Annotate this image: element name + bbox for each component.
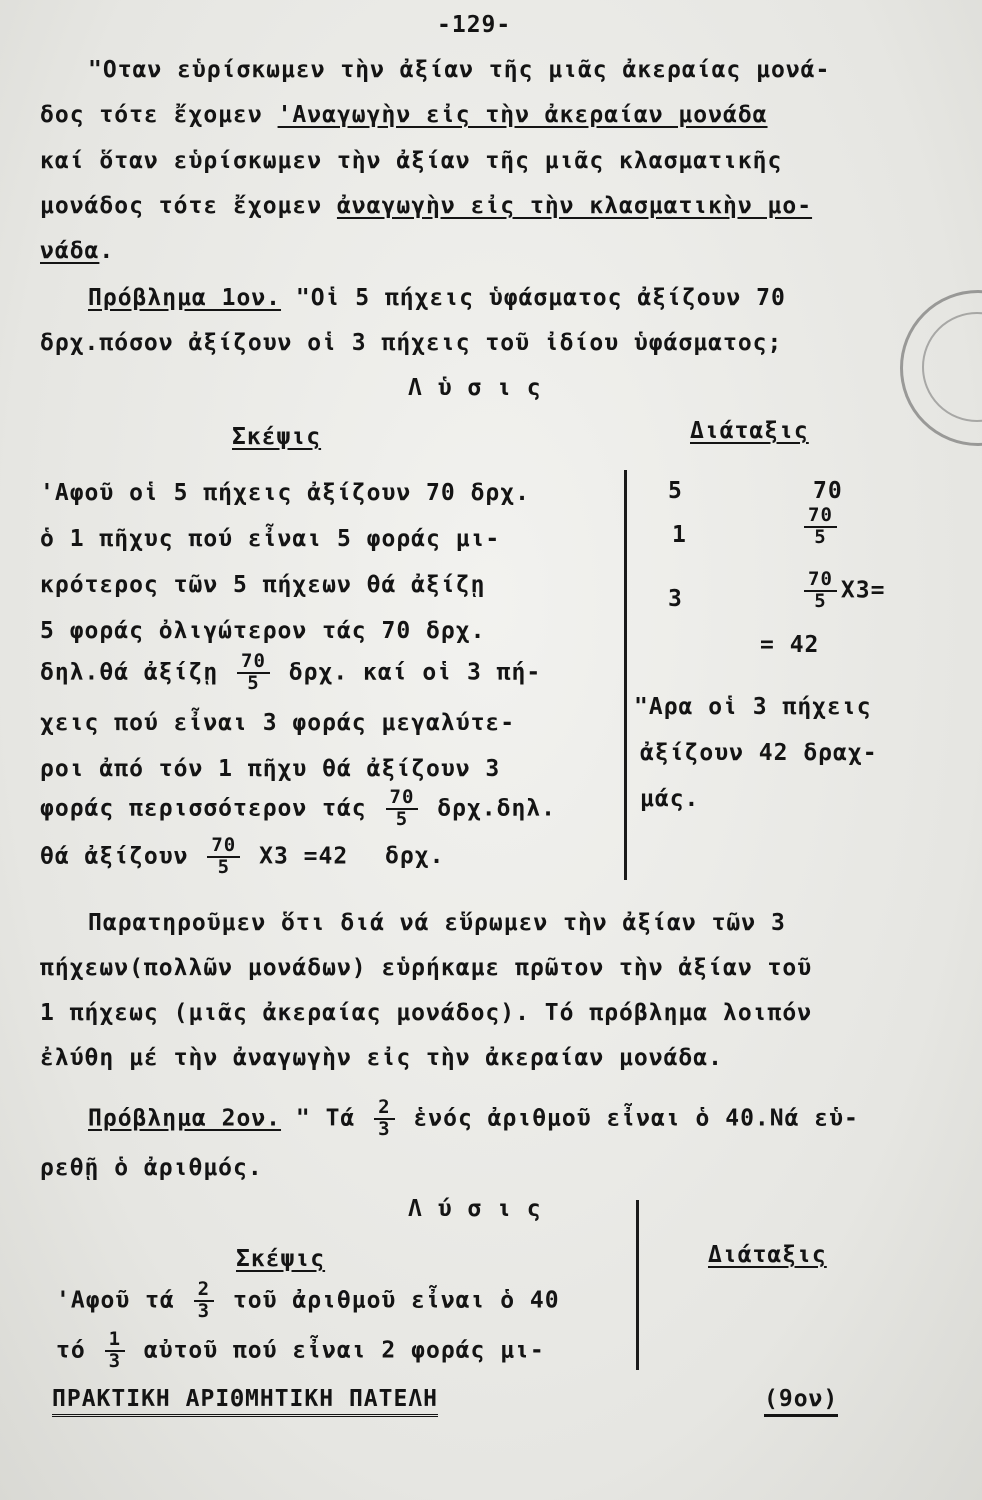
problem2-statement-line-1 xyxy=(88,1098,859,1140)
problem2-heading: Πρόβλημα 2ον. xyxy=(88,1105,282,1132)
fraction-numerator: 70 xyxy=(804,570,837,592)
layout-row1-right: 70 xyxy=(813,478,843,504)
problem2-statement-b: ἑνός ἀριθμοῦ εἶναι ὁ 40.Νά εὑ- xyxy=(413,1105,859,1132)
p2-r1-a: 'Αφοῦ τά xyxy=(56,1287,175,1314)
footer-book-title: ΠΡΑΚΤΙΚΗ ΑΡΙΘΜΗΤΙΚΗ ΠΑΤΕΛΗ xyxy=(52,1386,438,1417)
problem2-thinking-label: Σκέψις xyxy=(236,1246,326,1272)
fraction-denominator: 5 xyxy=(217,855,231,878)
fraction-70-over-5 xyxy=(386,788,419,830)
observation-line-2: πήχεων(πολλῶν μονάδων) εὑρήκαμε πρῶτον τὴν ἀξίαν τοῦ xyxy=(40,955,813,981)
fraction-2-over-3 xyxy=(194,1280,214,1322)
problem2-layout-label: Διάταξις xyxy=(708,1242,827,1268)
layout-result: = 42 xyxy=(760,632,820,658)
problem2-reasoning-line-1 xyxy=(56,1280,560,1322)
intro-line-1: "Οταν εὑρίσκωμεν τὴν ἀξίαν τῆς μιᾶς ἀκεραίας μονά- xyxy=(88,57,831,83)
fraction-numerator: 2 xyxy=(194,1280,214,1302)
problem1-reasoning-line-9 xyxy=(40,836,444,878)
layout-row1-left: 5 xyxy=(668,478,683,504)
p2-r2-b: αὐτοῦ πού εἶναι 2 φοράς μι- xyxy=(143,1337,545,1364)
fraction-denominator: 5 xyxy=(814,589,827,612)
layout-row3-right xyxy=(800,570,885,612)
observation-line-3: 1 πήχεως (μιᾶς ἀκεραίας μονάδος). Τό πρόβλημα λοιπόν xyxy=(40,1000,813,1026)
r9-text-b: Χ3 =42 xyxy=(259,843,349,870)
p2-r2-a: τό xyxy=(56,1337,86,1364)
layout-fraction-70-over-5 xyxy=(804,506,837,548)
observation-line-1: Παρατηροῦμεν ὅτι διά νά εὕρωμεν τὴν ἀξίαν τῶν 3 xyxy=(88,910,786,936)
intro-term-integer-unit: 'Αναγωγὴν εἰς τὴν ἀκεραίαν μονάδα xyxy=(277,102,768,128)
intro-line-2-text: δος τότε ἔχομεν xyxy=(40,102,278,128)
intro-line-5 xyxy=(40,238,114,264)
problem1-heading: Πρόβλημα 1ον. xyxy=(88,285,282,311)
problem1-reasoning-line-6: χεις πού εἶναι 3 φοράς μεγαλύτε- xyxy=(40,710,516,736)
problem2-reasoning-line-2 xyxy=(56,1330,545,1372)
intro-line-4 xyxy=(40,193,812,219)
problem1-layout-label: Διάταξις xyxy=(690,418,809,444)
layout-row2-right xyxy=(800,506,841,548)
problem1-reasoning-line-4: 5 φοράς ὀλιγώτερον τάς 70 δρχ. xyxy=(40,618,486,644)
problem1-solution-label: Λ ὑ σ ι ς xyxy=(408,375,542,401)
problem1-reasoning-line-1: 'Αφοῦ οἱ 5 πήχεις ἀξίζουν 70 δρχ. xyxy=(40,480,530,506)
problem1-thinking-label: Σκέψις xyxy=(232,424,322,450)
layout-row3-left: 3 xyxy=(668,586,683,612)
fraction-denominator: 5 xyxy=(247,671,260,694)
layout-multiply-3: Χ3= xyxy=(840,577,886,604)
fraction-70-over-5 xyxy=(207,836,240,878)
problem2-statement-a: " Τά xyxy=(295,1105,356,1132)
intro-line-5-term: νάδα xyxy=(40,238,100,264)
problem2-solution-label: Λ ύ σ ι ς xyxy=(408,1196,542,1222)
answer-line-2: ἀξίζουν 42 δραχ- xyxy=(640,740,878,766)
fraction-numerator: 70 xyxy=(207,836,240,858)
intro-line-3: καί ὅταν εὑρίσκωμεν τὴν ἀξίαν τῆς μιᾶς κλασματικῆς xyxy=(40,148,783,174)
fraction-denominator: 3 xyxy=(108,1349,122,1372)
problem2-column-divider xyxy=(636,1200,639,1370)
answer-line-3: μάς. xyxy=(640,786,700,812)
fraction-numerator: 1 xyxy=(105,1330,125,1352)
problem1-reasoning-line-8 xyxy=(40,788,556,830)
fraction-70-over-5 xyxy=(237,652,270,694)
footer-sheet-number: (9ον) xyxy=(764,1386,838,1417)
fraction-numerator: 70 xyxy=(804,506,837,528)
problem1-statement-text: "Οἱ 5 πήχεις ὑφάσματος ἀξίζουν 70 xyxy=(281,285,786,311)
problem2-statement-line-2: ρεθῇ ὁ ἀριθμός. xyxy=(40,1155,263,1181)
r8-text-b: δρχ.δηλ. xyxy=(437,795,557,822)
fraction-denominator: 3 xyxy=(197,1299,211,1322)
r5-text-a: δηλ.θά ἀξίζῃ xyxy=(40,659,219,686)
fraction-denominator: 3 xyxy=(378,1117,391,1140)
fraction-denominator: 5 xyxy=(814,525,827,548)
r5-text-b: δρχ. καί οἱ 3 πή- xyxy=(288,659,542,686)
page-number: -129- xyxy=(437,12,512,38)
problem1-statement-line-2: δρχ.πόσον ἀξίζουν οἱ 3 πήχεις τοῦ ἰδίου ὑφάσματος; xyxy=(40,330,783,356)
layout-fraction-70-over-5 xyxy=(804,570,837,612)
problem1-statement-line-1 xyxy=(88,285,786,311)
fraction-numerator: 70 xyxy=(386,788,419,810)
r9-text-c: δρχ. xyxy=(385,843,445,870)
fraction-2-over-3 xyxy=(374,1098,394,1140)
problem1-reasoning-line-3: κρότερος τῶν 5 πήχεων θά ἀξίζῃ xyxy=(40,572,486,598)
problem1-reasoning-line-2: ὁ 1 πῆχυς πού εἶναι 5 φοράς μι- xyxy=(40,526,501,552)
fraction-numerator: 70 xyxy=(237,652,270,674)
p2-r1-b: τοῦ ἀριθμοῦ εἶναι ὁ 40 xyxy=(232,1287,560,1314)
r8-text-a: φοράς περισσότερον τάς xyxy=(40,795,367,822)
intro-line-2 xyxy=(40,102,768,128)
intro-line-4-text: μονάδος τότε ἔχομεν xyxy=(40,193,337,219)
problem1-reasoning-line-7: ροι ἀπό τόν 1 πῆχυ θά ἀξίζουν 3 xyxy=(40,756,501,782)
fraction-denominator: 5 xyxy=(395,807,409,830)
observation-line-4: ἐλύθη μέ τὴν ἀναγωγὴν εἰς τὴν ἀκεραίαν μονάδα. xyxy=(40,1045,723,1071)
fraction-1-over-3 xyxy=(105,1330,125,1372)
problem1-reasoning-line-5 xyxy=(40,652,541,694)
r9-text-a: θά ἀξίζουν xyxy=(40,843,189,870)
layout-row2-left: 1 xyxy=(672,522,687,548)
intro-term-fractional-unit: ἀναγωγὴν εἰς τὴν κλασματικὴν μο- xyxy=(336,193,813,219)
fraction-numerator: 2 xyxy=(374,1098,394,1120)
answer-line-1: "Αρα οἱ 3 πήχεις xyxy=(634,694,872,720)
intro-line-5-dot: . xyxy=(99,238,115,264)
problem1-column-divider xyxy=(624,470,627,880)
